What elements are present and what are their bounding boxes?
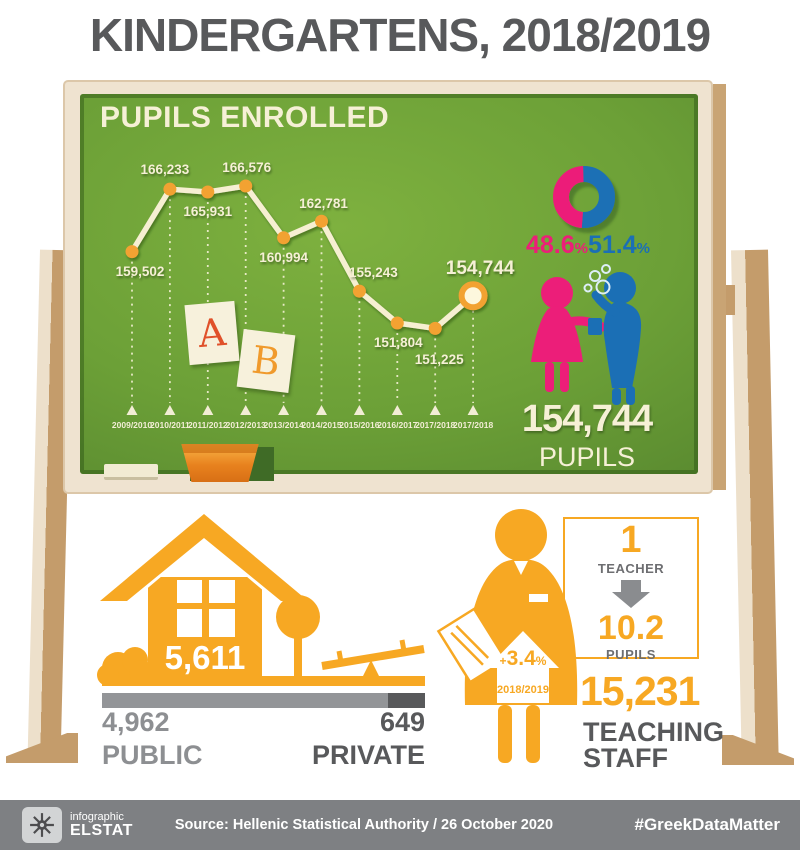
growth-value: +3.4% (499, 647, 547, 670)
axis-arrow (430, 405, 441, 415)
footer-bar (0, 800, 800, 850)
source-text: Source: Hellenic Statistical Authority / 26 October 2020 (174, 817, 554, 833)
axis-arrow (278, 405, 289, 415)
easel-right-leg (731, 250, 779, 761)
data-point (201, 185, 214, 198)
easel-right-frame-strip (713, 84, 726, 490)
axis-arrow (127, 405, 138, 415)
data-point (239, 180, 252, 193)
total-pupils-value: 154,744 (521, 398, 653, 440)
letter-card-b (237, 329, 296, 393)
tree-icon (276, 595, 320, 686)
data-point-label: 166,576 (222, 160, 272, 175)
private-label: PRIVATE (311, 740, 425, 770)
compass-star-icon (29, 812, 55, 838)
growth-season: 2018/2019 (497, 684, 549, 696)
letter-b: B (249, 337, 283, 385)
data-point-label: 151,225 (414, 352, 464, 368)
seesaw-icon (322, 640, 424, 678)
letter-card-a (184, 301, 239, 365)
chalk-eraser-icon (104, 464, 158, 480)
private-count: 649 (379, 707, 425, 737)
logo-bottom-text: ELSTAT (70, 822, 133, 839)
page-title: KINDERGARTENS, 2018/2019 (89, 9, 711, 61)
axis-arrow (316, 405, 327, 415)
data-point-label: 154,744 (445, 257, 515, 279)
teaching-staff-value: 15,231 (580, 668, 700, 714)
x-axis-label: 2016/2017 (377, 420, 418, 430)
x-axis-label: 2014/2015 (301, 420, 342, 430)
axis-arrow (202, 405, 213, 415)
chart-axis-arrows (127, 405, 479, 415)
boy-icon (588, 272, 641, 405)
private-bar-segment (388, 693, 425, 708)
data-point-label: 165,931 (183, 203, 233, 219)
public-label: PUBLIC (102, 740, 203, 770)
elstat-logo (22, 807, 62, 843)
male-percentage: 51.4% (587, 231, 650, 259)
teacher-icon (435, 505, 605, 775)
x-axis-label: 2015/2016 (339, 420, 380, 430)
girl-and-boy-icons (520, 262, 680, 407)
badge (529, 594, 548, 602)
total-kindergartens-value: 5,611 (164, 639, 246, 676)
axis-arrow (240, 405, 251, 415)
female-percentage: 48.6% (525, 231, 588, 259)
x-axis-label: 2017/2018 (415, 420, 456, 430)
x-axis-label: 2010/2011 (150, 420, 190, 430)
pupils-enrolled-line-chart (90, 150, 510, 450)
ratio-pupils-label: PUPILS (606, 646, 656, 662)
x-axis-label: 2013/2014 (263, 420, 304, 430)
hashtag-text: #GreekDataMatter (634, 815, 780, 834)
axis-arrow (164, 405, 175, 415)
data-point (163, 183, 176, 196)
data-point (315, 215, 328, 228)
ratio-teacher-value: 1 (620, 519, 642, 561)
data-point (126, 245, 139, 258)
public-private-bar (102, 693, 425, 708)
data-point (277, 231, 290, 244)
data-point-label: 162,781 (299, 196, 348, 212)
data-point-label: 159,502 (115, 263, 165, 279)
gender-donut-chart (544, 157, 624, 237)
x-axis-label: 2017/2018 (453, 420, 494, 430)
axis-arrow (468, 405, 479, 415)
kindergartens-house-graphic (95, 512, 430, 692)
down-arrow-icon (612, 580, 650, 608)
x-axis-label: 2009/2010 (111, 420, 153, 430)
data-point-label: 151,804 (373, 335, 423, 350)
data-point (429, 322, 442, 335)
house-window-icon (177, 580, 235, 637)
axis-arrow (354, 405, 365, 415)
data-point-label: 166,233 (140, 162, 190, 178)
public-bar-segment (102, 693, 388, 708)
axis-arrow (392, 405, 403, 415)
flowerpot-rim (178, 444, 262, 453)
letter-a: A (196, 309, 228, 357)
x-axis-label: 2012/2013 (225, 420, 266, 430)
data-point (391, 317, 404, 330)
ratio-teacher-label: TEACHER (597, 560, 665, 576)
flowerpot-icon (178, 444, 262, 482)
data-point-label: 160,994 (259, 249, 308, 265)
elstat-logo-text (70, 811, 133, 839)
data-point (353, 285, 366, 298)
data-point (462, 284, 485, 307)
ratio-pupils-value: 10.2 (597, 608, 665, 647)
public-count: 4,962 (102, 707, 170, 737)
x-axis-label: 2011/2012 (187, 420, 228, 430)
board-title: PUPILS ENROLLED (100, 101, 390, 134)
total-pupils-label: PUPILS (538, 442, 636, 472)
bush-icon (97, 647, 153, 686)
teaching-staff-label: TEACHING STAFF (583, 717, 724, 773)
data-point-label: 155,243 (348, 265, 398, 281)
logo-top-text: infographic (70, 811, 124, 823)
